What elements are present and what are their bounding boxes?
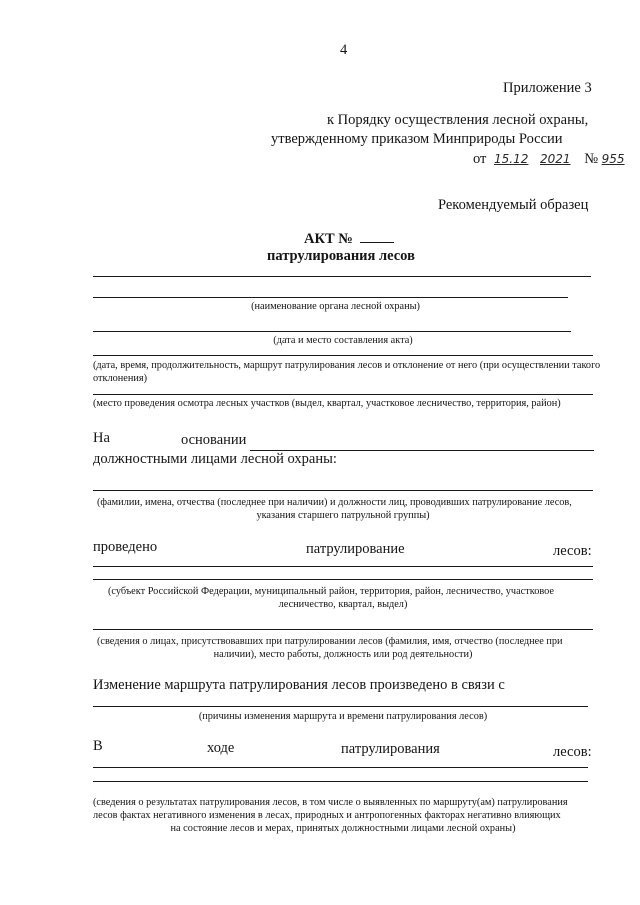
hint-results-3: на состояние лесов и мерах, принятых должностными лицами лесной охраны): [170, 823, 516, 834]
organ-line-1: [93, 276, 591, 277]
inspection-line: [93, 394, 593, 395]
order-line-2: утвержденному приказом Минприроды России: [271, 131, 563, 147]
hint-subject-1: (субъект Российской Федерации, муниципальный район, территория, район, лесничество, участковое: [108, 586, 554, 597]
hint-inspection-place: (место проведения осмотра лесных участков (выдел, квартал, участковое лесничество, территория, район): [93, 398, 561, 409]
hint-results-1: (сведения о результатах патрулирования лесов, в том числе о выявленных по маршруту(ам) патрулирования: [93, 797, 568, 808]
act-title-text: АКТ №: [304, 231, 353, 247]
act-title: [304, 231, 394, 248]
word-patrulirovaniya: патрулирования: [341, 741, 440, 757]
word-lesov-2: лесов:: [553, 744, 592, 760]
hint-results-2: лесов фактах негативного изменения в лесах, природных и антропогенных факторах негативно влияющих: [93, 810, 561, 821]
recommended-sample: Рекомендуемый образец: [438, 197, 589, 213]
order-date-line: [473, 151, 625, 168]
hint-subject-2: лесничество, квартал, выдел): [278, 599, 408, 610]
word-lesov-1: лесов:: [553, 543, 592, 559]
subject-line-1: [93, 566, 593, 567]
subject-line-2: [93, 579, 593, 580]
word-na: На: [93, 430, 110, 446]
results-line-1: [93, 767, 588, 768]
hint-present-2: наличии), место работы, должность или род деятельности): [213, 649, 473, 660]
word-khode: ходе: [207, 740, 235, 756]
date-prefix: от: [473, 151, 487, 167]
officials-line: [93, 490, 593, 491]
results-line-2: [93, 781, 588, 782]
officials-label: должностными лицами лесной охраны:: [93, 451, 337, 467]
act-subtitle: патрулирования лесов: [267, 248, 415, 264]
hint-officials-2: указания старшего патрульной группы): [256, 510, 430, 521]
hint-reasons: (причины изменения маршрута и времени патрулирования лесов): [198, 711, 488, 722]
page-number: 4: [340, 42, 348, 58]
hint-present-1: (сведения о лицах, присутствовавших при патрулировании лесов (фамилия, имя, отчество (последнее при: [97, 636, 563, 647]
act-number-blank: [360, 242, 394, 243]
word-osnovanii: основании: [181, 432, 247, 448]
hint-date-place: (дата и место составления акта): [273, 335, 413, 346]
date-place-line: [93, 331, 571, 332]
word-v: В: [93, 738, 103, 754]
date-day-month: 15.12: [494, 152, 529, 166]
date-year: 2021: [540, 152, 571, 166]
word-provedeno: проведено: [93, 539, 158, 555]
appendix-label: Приложение 3: [503, 80, 592, 96]
change-route-label: Изменение маршрута патрулирования лесов произведено в связи с: [93, 677, 505, 693]
word-patrulirovanie: патрулирование: [306, 541, 405, 557]
order-number: 955: [601, 152, 625, 166]
hint-organ: (наименование органа лесной охраны): [251, 301, 420, 312]
present-line: [93, 629, 593, 630]
organ-line-2: [93, 297, 568, 298]
hint-route: (дата, время, продолжительность, маршрут патрулирования лесов и отклонение от него (при осуществлении такого отклонения): [93, 360, 601, 384]
reasons-line: [93, 706, 588, 707]
route-line: [93, 355, 593, 356]
order-line-1: к Порядку осуществления лесной охраны,: [327, 112, 589, 128]
hint-officials-1: (фамилии, имена, отчества (последнее при наличии) и должности лиц, проводивших патрулирование лесов,: [97, 497, 572, 508]
number-sign: №: [584, 151, 599, 167]
